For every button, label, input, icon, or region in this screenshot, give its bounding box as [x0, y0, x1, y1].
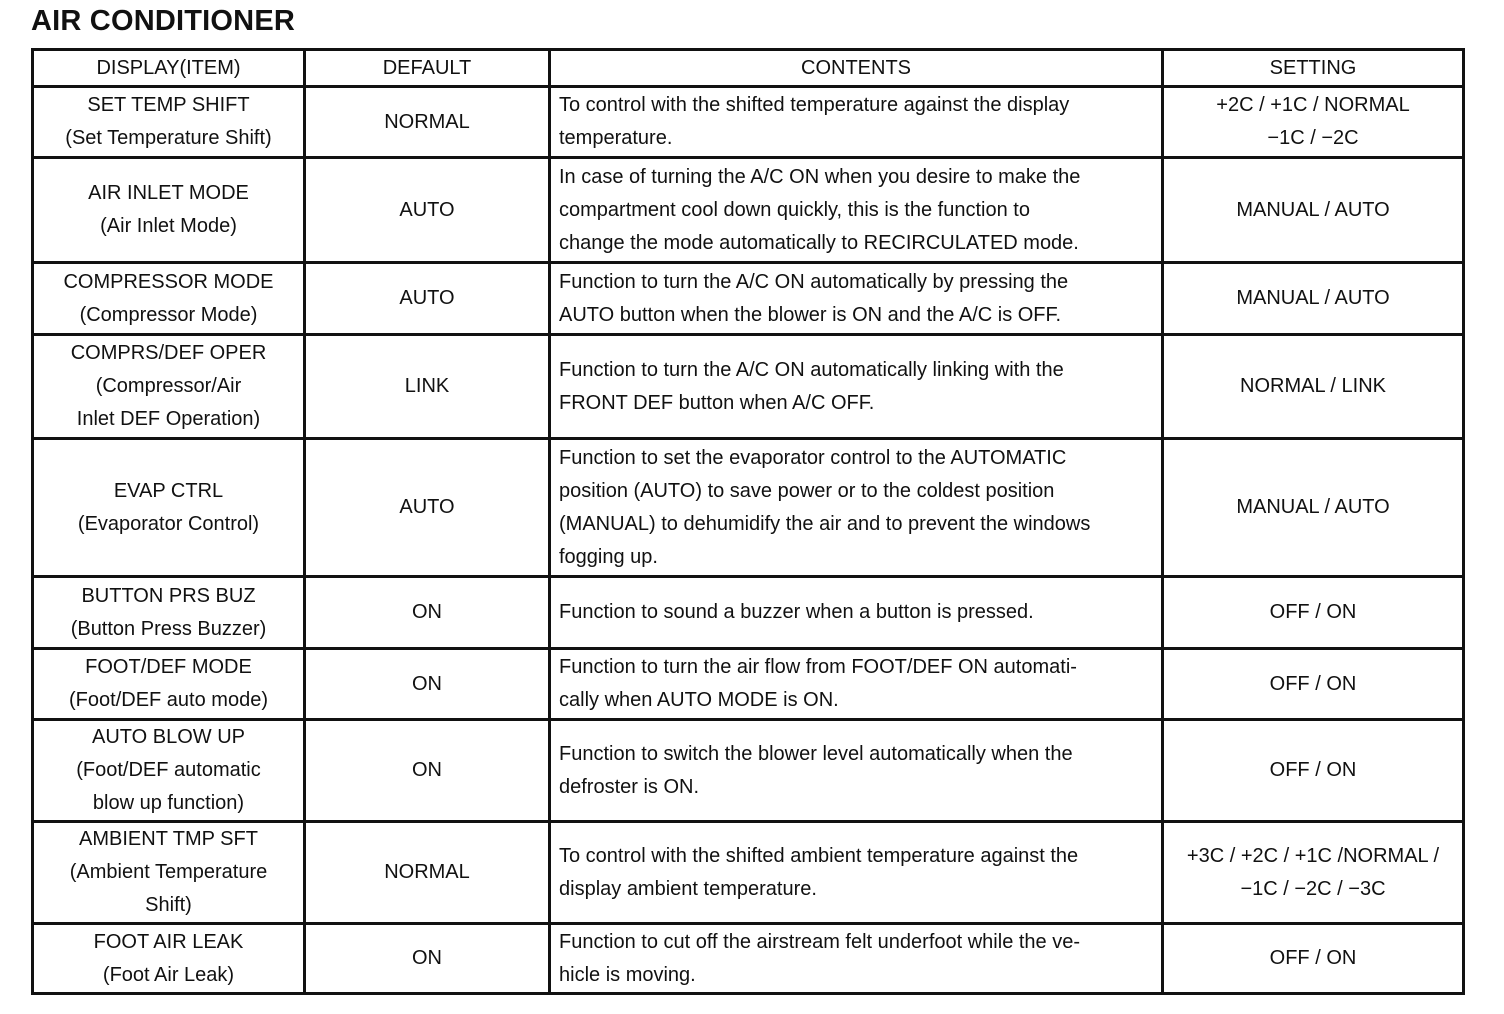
contents-cell [550, 87, 1163, 158]
display-cell-line: (Foot/DEF automatic [76, 759, 261, 781]
setting-cell-line: OFF / ON [1269, 672, 1357, 695]
contents-cell-line: FRONT DEF button when A/C OFF. [559, 391, 875, 414]
display-cell [33, 158, 305, 263]
default-cell: ON [305, 720, 550, 822]
contents-cell-line: hicle is moving. [559, 963, 696, 986]
display-cell-line: (Compressor/Air [95, 375, 242, 397]
display-cell-line: (Set Temperature Shift) [65, 127, 272, 149]
setting-cell [1163, 822, 1464, 924]
contents-cell-line: (MANUAL) to dehumidify the air and to prevent the windows [559, 512, 1091, 535]
contents-cell [550, 439, 1163, 577]
contents-cell-line: compartment cool down quickly, this is the function to [559, 198, 1030, 221]
contents-cell-line: fogging up. [559, 545, 658, 568]
contents-cell-line: position (AUTO) to save power or to the coldest position [559, 479, 1055, 502]
settings-table [31, 48, 1465, 995]
default-cell: AUTO [305, 439, 550, 577]
contents-cell [550, 263, 1163, 335]
contents-cell-line: To control with the shifted temperature against the display [559, 94, 1070, 116]
display-cell-line: SET TEMP SHIFT [87, 94, 250, 116]
setting-cell-line: −1C / −2C [1267, 127, 1359, 149]
display-cell [33, 87, 305, 158]
display-cell-line: AIR INLET MODE [88, 182, 249, 204]
contents-cell [550, 720, 1163, 822]
contents-cell-line: To control with the shifted ambient temperature against the [559, 844, 1079, 867]
default-cell: ON [305, 649, 550, 720]
display-cell-line: Inlet DEF Operation) [76, 408, 261, 430]
column-header-display: DISPLAY(ITEM) [33, 50, 305, 87]
contents-cell-line: display ambient temperature. [559, 877, 817, 900]
display-cell [33, 720, 305, 822]
setting-cell-line: −1C / −2C / −3C [1240, 877, 1386, 900]
table-row [33, 87, 1464, 158]
default-cell: AUTO [305, 263, 550, 335]
display-cell [33, 263, 305, 335]
table-row [33, 649, 1464, 720]
display-cell-line: AMBIENT TMP SFT [79, 828, 258, 850]
default-cell: NORMAL [305, 822, 550, 924]
contents-cell-line: cally when AUTO MODE is ON. [559, 689, 839, 711]
column-header-contents: CONTENTS [550, 50, 1163, 87]
display-cell [33, 577, 305, 649]
contents-cell [550, 822, 1163, 924]
setting-cell-line: MANUAL / AUTO [1236, 496, 1390, 518]
default-cell: NORMAL [305, 87, 550, 158]
contents-cell-line: In case of turning the A/C ON when you desire to make the [559, 165, 1081, 188]
display-cell-line: COMPRESSOR MODE [63, 270, 274, 293]
display-cell-line: (Ambient Temperature [69, 861, 268, 883]
contents-cell-line: change the mode automatically to RECIRCULATED mode. [559, 231, 1079, 254]
setting-cell [1163, 577, 1464, 649]
contents-cell-line: Function to cut off the airstream felt underfoot while the ve- [559, 930, 1081, 953]
display-cell [33, 649, 305, 720]
contents-cell-line: Function to turn the air flow from FOOT/DEF ON automati- [559, 656, 1077, 678]
display-cell-line: Shift) [145, 894, 192, 916]
table-row [33, 158, 1464, 263]
setting-cell-line: +2C / +1C / NORMAL [1216, 94, 1410, 116]
display-cell [33, 822, 305, 924]
default-cell: ON [305, 577, 550, 649]
contents-cell-line: Function to sound a buzzer when a button is pressed. [559, 601, 1034, 623]
table-row [33, 720, 1464, 822]
display-cell-line: AUTO BLOW UP [92, 726, 245, 748]
contents-cell-line: Function to set the evaporator control to the AUTOMATIC [559, 446, 1067, 469]
contents-cell-line: defroster is ON. [559, 775, 700, 798]
setting-cell [1163, 87, 1464, 158]
table-header-row [33, 50, 1464, 87]
display-cell-line: (Compressor Mode) [79, 303, 258, 326]
contents-cell [550, 924, 1163, 994]
contents-cell-line: AUTO button when the blower is ON and the A/C is OFF. [559, 303, 1062, 326]
display-cell-line: COMPRS/DEF OPER [70, 342, 267, 364]
setting-cell-line: NORMAL / LINK [1240, 375, 1386, 397]
display-cell [33, 439, 305, 577]
display-cell-line: blow up function) [92, 792, 245, 814]
display-cell-line: (Foot Air Leak) [102, 963, 235, 986]
display-cell-line: BUTTON PRS BUZ [81, 584, 256, 607]
table-row [33, 577, 1464, 649]
contents-cell [550, 158, 1163, 263]
contents-cell [550, 335, 1163, 439]
display-cell-line: EVAP CTRL [113, 479, 224, 502]
setting-cell [1163, 439, 1464, 577]
setting-cell [1163, 335, 1464, 439]
setting-cell [1163, 263, 1464, 335]
contents-cell-line: Function to turn the A/C ON automatically by pressing the [559, 270, 1069, 293]
display-cell-line: FOOT AIR LEAK [93, 930, 244, 953]
default-cell: LINK [305, 335, 550, 439]
setting-cell-line: MANUAL / AUTO [1236, 198, 1390, 221]
setting-cell-line: OFF / ON [1269, 947, 1357, 969]
default-cell: AUTO [305, 158, 550, 263]
setting-cell [1163, 924, 1464, 994]
contents-cell [550, 649, 1163, 720]
display-cell [33, 924, 305, 994]
table-row [33, 263, 1464, 335]
contents-cell-line: Function to switch the blower level automatically when the [559, 742, 1073, 765]
setting-cell-line: MANUAL / AUTO [1236, 287, 1390, 309]
table-row [33, 439, 1464, 577]
display-cell-line: (Foot/DEF auto mode) [69, 689, 268, 711]
table-row [33, 335, 1464, 439]
column-header-default: DEFAULT [305, 50, 550, 87]
setting-cell [1163, 158, 1464, 263]
contents-cell [550, 577, 1163, 649]
display-cell-line: FOOT/DEF MODE [85, 656, 252, 678]
setting-cell [1163, 720, 1464, 822]
column-header-setting: SETTING [1163, 50, 1464, 87]
setting-cell-line: OFF / ON [1269, 759, 1357, 781]
default-cell: ON [305, 924, 550, 994]
setting-cell-line: +3C / +2C / +1C /NORMAL / [1186, 844, 1440, 867]
page-title: AIR CONDITIONER [31, 5, 295, 37]
display-cell-line: (Air Inlet Mode) [100, 215, 237, 237]
display-cell [33, 335, 305, 439]
contents-cell-line: Function to turn the A/C ON automatically linking with the [559, 358, 1064, 381]
table-row [33, 924, 1464, 994]
setting-cell [1163, 649, 1464, 720]
setting-cell-line: OFF / ON [1269, 601, 1357, 623]
contents-cell-line: temperature. [559, 127, 673, 149]
display-cell-line: (Evaporator Control) [77, 512, 260, 535]
display-cell-line: (Button Press Buzzer) [70, 617, 267, 640]
table-row [33, 822, 1464, 924]
